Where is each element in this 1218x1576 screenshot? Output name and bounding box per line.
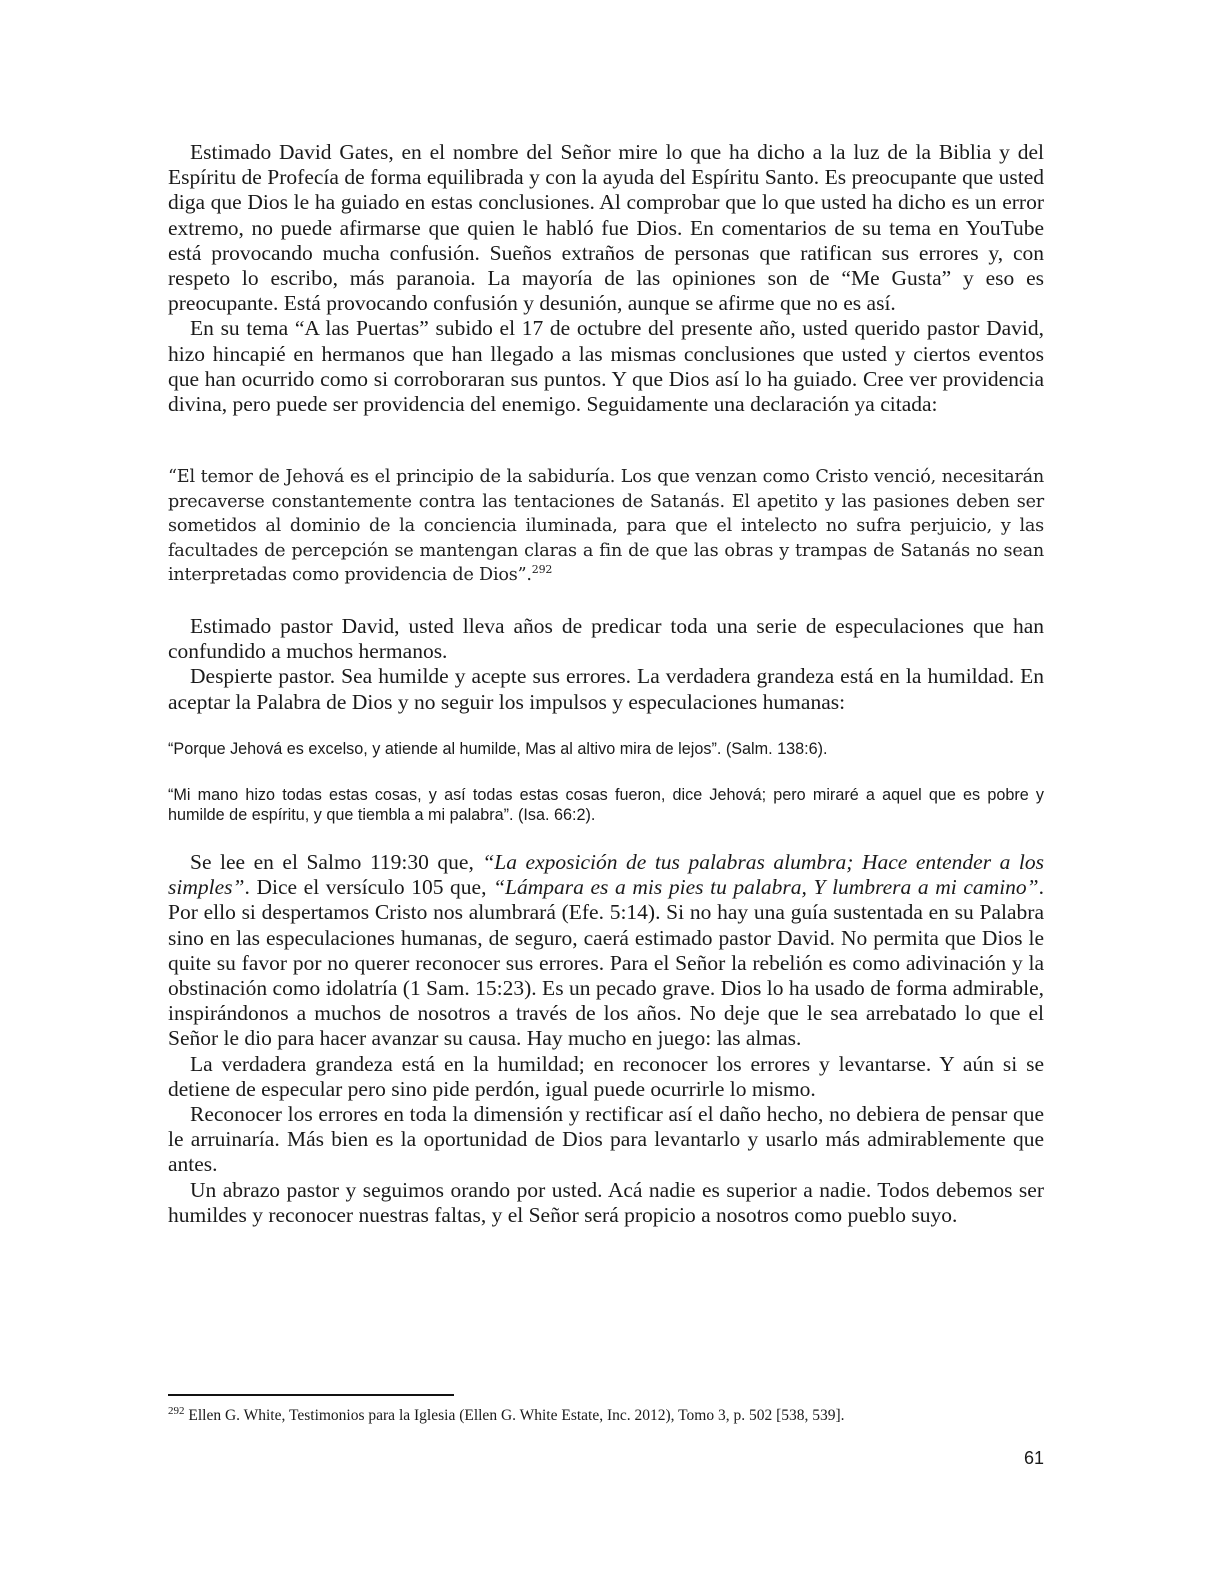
text-run: . Dice el versículo 105 que,	[244, 875, 494, 900]
verse-text: “Mi mano hizo todas estas cosas, y así todas estas cosas fueron, dice Jehová; pero miraré a aquel que es pobre y humilde de espíritu, y que tiembla a mi palabra”. (Isa. 66:2).	[168, 786, 1044, 824]
footnote-separator	[168, 1394, 454, 1396]
italic-quote: “Lámpara es a mis pies tu palabra, Y lumbrera a mi camino”	[493, 875, 1039, 900]
opening-paragraphs	[168, 140, 1044, 417]
footnote-text: Ellen G. White, Testimonios para la Iglesia (Ellen G. White Estate, Inc. 2012), Tomo 3, p. 502 [538, 539].	[184, 1407, 845, 1424]
closing-paragraphs	[168, 850, 1044, 1228]
body-paragraph: Un abrazo pastor y seguimos orando por usted. Acá nadie es superior a nadie. Todos debemos ser humildes y reconocer nuestras faltas, y el Señor será propicio a nosotros como pueblo suyo.	[168, 1177, 1044, 1227]
footnote-reference[interactable]: 292	[531, 563, 553, 577]
verse-text: “Porque Jehová es excelso, y atiende al humilde, Mas al altivo mira de lejos”. (Salm. 138:6).	[168, 740, 828, 758]
body-paragraph: Estimado pastor David, usted lleva años de predicar toda una serie de especulaciones que han confundido a muchos hermanos.	[168, 614, 1044, 664]
footnote	[168, 1406, 1048, 1426]
bible-verse	[168, 786, 1044, 825]
page-number: 61	[1023, 1448, 1044, 1468]
body-paragraph: Reconocer los errores en toda la dimensión y rectificar así el daño hecho, no debiera de pensar que le arruinaría. Más bien es la oportunidad de Dios para levantarlo y usarlo más admirablemente que antes.	[168, 1102, 1044, 1177]
footnote-number: 292	[168, 1404, 185, 1417]
middle-paragraphs	[168, 614, 1044, 715]
block-quote	[168, 465, 1044, 588]
body-paragraph: Estimado David Gates, en el nombre del Señor mire lo que ha dicho a la luz de la Biblia y del Espíritu de Profecía de forma equilibrada y con la ayuda del Espíritu Santo. Es preocupante que usted diga que Dios le ha guiado en estas conclusiones. Al comprobar que lo que usted ha dicho es un error extremo, no puede afirmarse que quien le habló fue Dios. En comentarios de su tema en YouTube está provocando mucha confusión. Sueños extraños de personas que ratifican sus errores y, con respeto lo escribo, más paranoia. La mayoría de las opiniones son de “Me Gusta” y eso es preocupante. Está provocando confusión y desunión, aunque se afirme que no es así.	[168, 140, 1044, 316]
text-run: Se lee en el Salmo 119:30 que,	[190, 850, 483, 874]
quote-body: “El temor de Jehová es el principio de la sabiduría. Los que venzan como Cristo venció, necesitarán precaverse constantemente contra las tentaciones de Satanás. El apetito y las pasiones deben ser sometidos al dominio de la conciencia iluminada, para que el intelecto no sufra perjuicio, y las facultades de percepción se mantengan claras a fin de que las obras y trampas de Satanás no sean interpretadas como providencia de Dios”.	[168, 467, 1044, 585]
text-run: . Por ello si despertamos Cristo nos alumbrará (Efe. 5:14). Si no hay una guía sustentada en su Palabra sino en las especulaciones humanas, de seguro, caerá estimado pastor David. No permita que Dios le quite su favor por no querer reconocer sus errores. Para el Señor la rebelión es como adivinación y la obstinación como idolatría (1 Sam. 15:23). Es un pecado grave. Dios lo ha usado de forma admirable, inspirándonos a muchos de nosotros a través de los años. No deje que le sea arrebatado lo que el Señor le dio para hacer avanzar su causa. Hay mucho en juego: las almas.	[168, 875, 1044, 1051]
body-paragraph: Despierte pastor. Sea humilde y acepte sus errores. La verdadera grandeza está en la humildad. En aceptar la Palabra de Dios y no seguir los impulsos y especulaciones humanas:	[168, 664, 1044, 714]
italic-quote: “La exposición de tus palabras alumbra; Hace entender a los simples”	[168, 850, 1044, 900]
body-paragraph: En su tema “A las Puertas” subido el 17 de octubre del presente año, usted querido pastor David, hizo hincapié en hermanos que han llegado a las mismas conclusiones que usted y ciertos eventos que han ocurrido como si corroboraran sus puntos. Y que Dios así lo ha guiado. Cree ver providencia divina, pero puede ser providencia del enemigo. Seguidamente una declaración ya citada:	[168, 316, 1044, 417]
quote-text	[168, 465, 1044, 588]
body-paragraph	[168, 850, 1044, 1052]
bible-verse	[168, 740, 1044, 760]
body-paragraph: La verdadera grandeza está en la humildad; en reconocer los errores y levantarse. Y aún si se detiene de especular pero sino pide perdón, igual puede ocurrirle lo mismo.	[168, 1051, 1044, 1101]
